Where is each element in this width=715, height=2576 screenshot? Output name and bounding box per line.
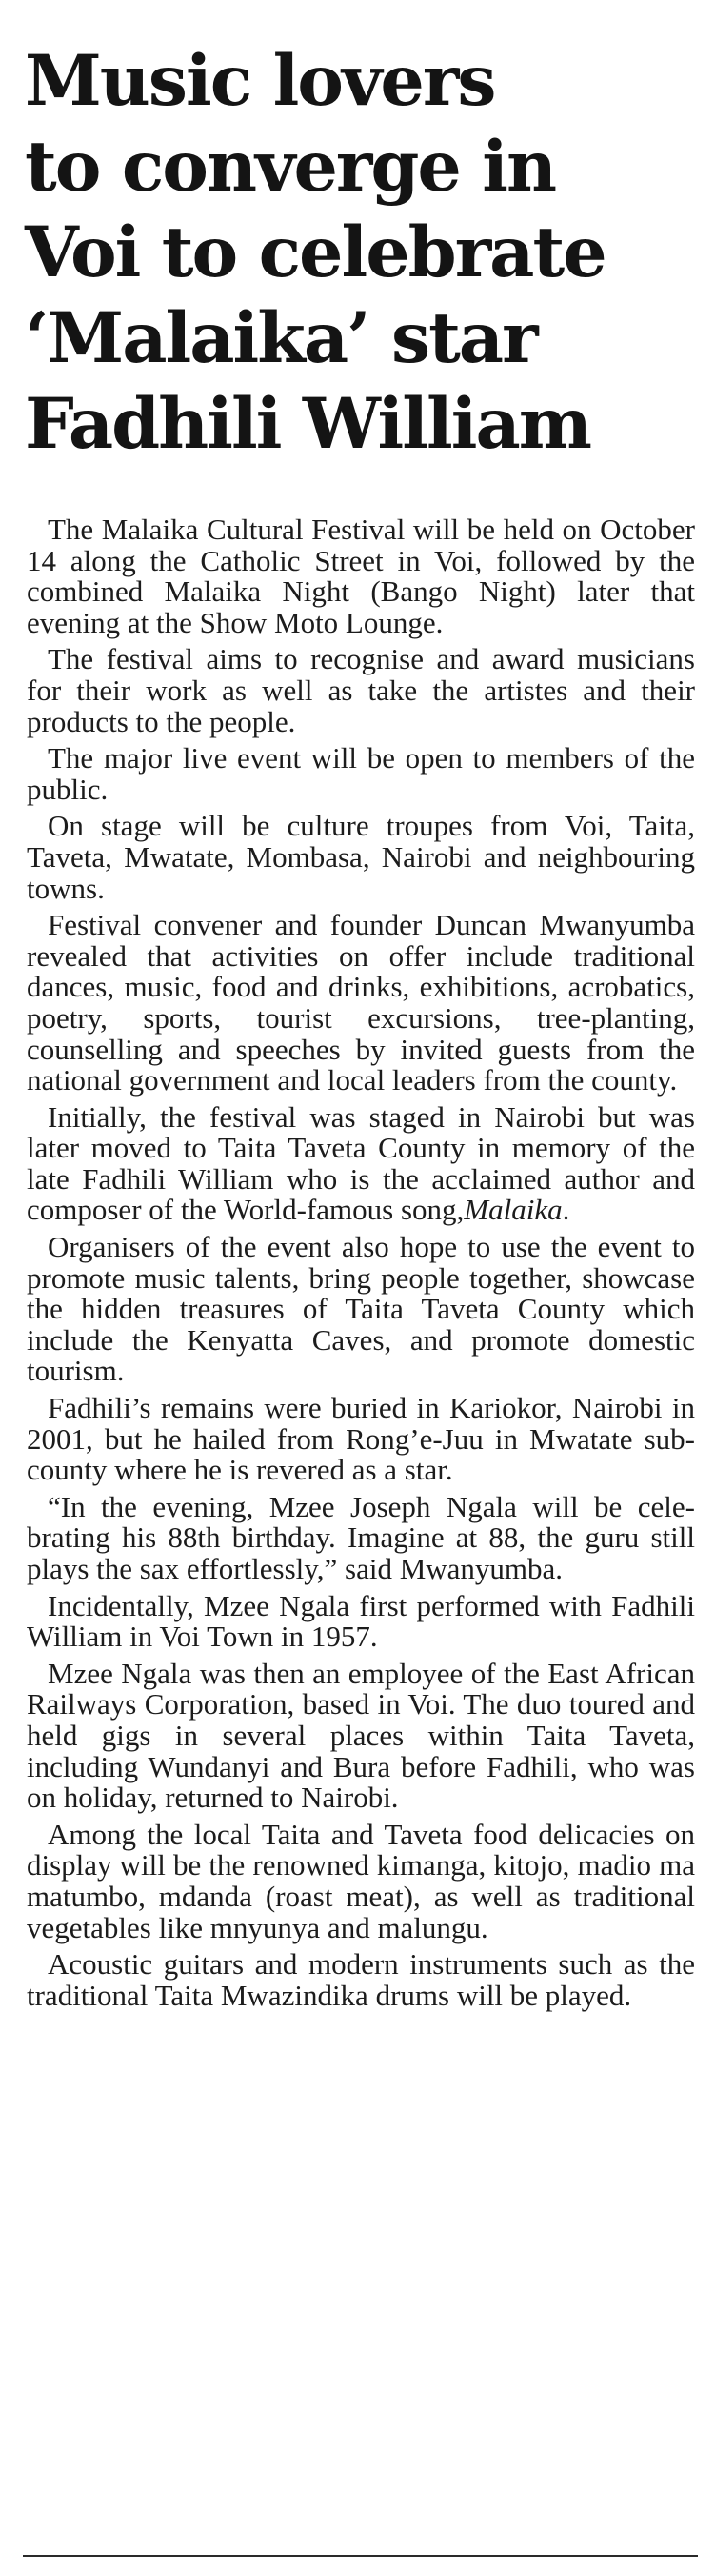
paragraph-text: Initially, the festival was staged in Nairobi but was later moved to Taita Taveta County in memory of the late Fadhili William who is the acclaimed author and composer of the World-famous song, xyxy=(27,1099,695,1227)
headline-line: to converge in xyxy=(25,126,556,208)
body-paragraph: Organisers of the event also hope to use the event to promote music talents, bring people together, showcase the hidden treasures of Taita Taveta County which include the Kenyatta Caves, and promote domestic tourism. xyxy=(27,1230,695,1388)
song-title-period: . xyxy=(562,1193,570,1227)
body-paragraph: Acoustic guitars and modern instruments such as the traditional Taita Mwazindika drums will be played. xyxy=(27,1947,695,2012)
body-paragraph: The festival aims to recognise and award musicians for their work as well as take the artistes and their products to the people. xyxy=(27,642,695,738)
headline-line: Fadhili William xyxy=(25,383,591,465)
headline-line: Music lovers xyxy=(25,40,495,122)
body-paragraph: On stage will be culture troupes from Voi, Taita, Taveta, Mwatate, Mombasa, Nairobi and neighbouring towns. xyxy=(27,809,695,905)
headline-line: ‘Malaika’ star xyxy=(25,297,537,379)
body-paragraph: Fadhili’s remains were buried in Kariokor, Nairobi in 2001, but he hailed from Rong’e-Juu in Mwatate sub-county where he is revered as a star. xyxy=(27,1391,695,1487)
body-paragraph: Festival convener and founder Duncan Mwanyumba revealed that activities on offer include traditional dances, music, food and drinks, exhibitions, acrobatics, poetry, sports, tourist excursions, tree-planting, counselling and speeches by invited guests from the national government and local leaders from the county. xyxy=(27,908,695,1097)
body-paragraph: The major live event will be open to members of the public. xyxy=(27,741,695,806)
song-title: Malaika xyxy=(464,1193,563,1227)
body-paragraph xyxy=(27,1099,695,1227)
body-paragraph: “In the evening, Mzee Joseph Ngala will be celebrating his 88th birthday. Imagine at 88, the guru still plays the sax effortlessly,” said Mwanyumba. xyxy=(27,1489,695,1585)
body-paragraph: Incidentally, Mzee Ngala first performed with Fadhili William in Voi Town in 1957. xyxy=(27,1588,695,1654)
article-headline xyxy=(25,38,690,467)
body-paragraph: The Malaika Cultural Festival will be held on October 14 along the Catholic Street in Voi, followed by the combined Malaika Night (Bango Night) later that evening at the Show Moto Lounge. xyxy=(27,513,695,639)
body-paragraph: Among the local Taita and Taveta food delicacies on display will be the renowned kimanga, kitojo, madio ma matumbo, mdanda (roast meat), as well as traditional vegetables like mnyunya and malungu. xyxy=(27,1817,695,1944)
bottom-divider xyxy=(23,2555,698,2557)
article-body xyxy=(27,514,695,2017)
headline-line: Voi to celebrate xyxy=(25,211,606,293)
body-paragraph: Mzee Ngala was then an employee of the East African Railways Corporation, based in Voi. The duo toured and held gigs in several places within Taita Taveta, including Wundanyi and Bura before Fadhili, who was on holiday, returned to Nairobi. xyxy=(27,1656,695,1815)
